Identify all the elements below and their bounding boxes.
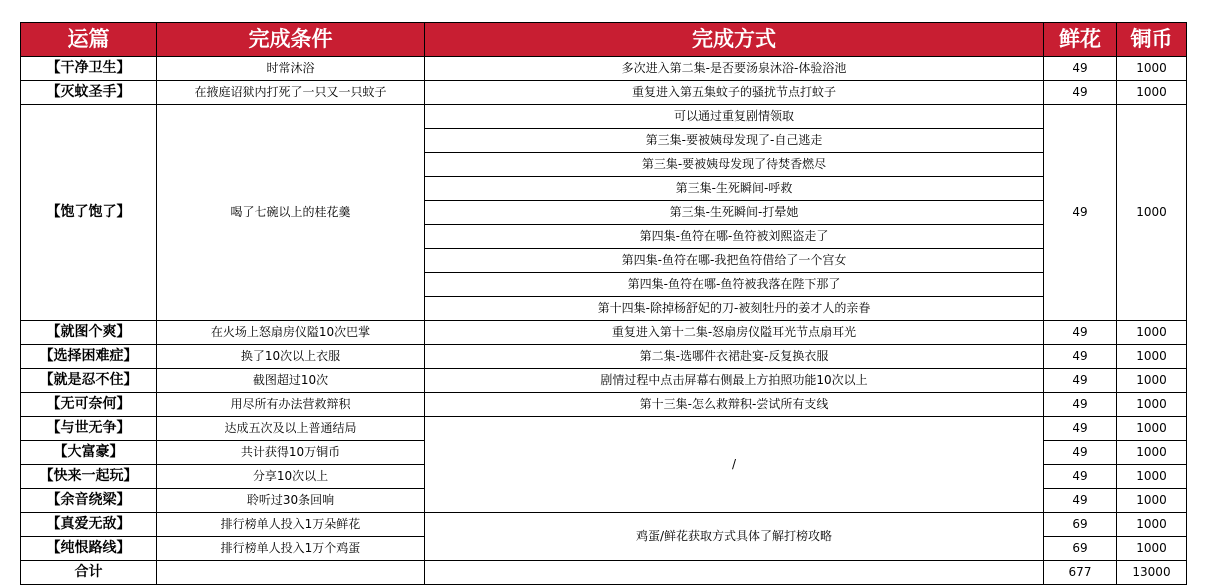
- achievement-method: 第三集-要被姨母发现了待焚香燃尽: [425, 153, 1044, 177]
- coins-value: 1000: [1117, 465, 1187, 489]
- achievement-method: 第三集-生死瞬间-呼救: [425, 177, 1044, 201]
- achievement-condition: 换了10次以上衣服: [157, 345, 425, 369]
- achievement-method: 第十四集-除掉杨舒妃的刀-被刻牡丹的姜才人的亲眷: [425, 297, 1044, 321]
- total-coins: 13000: [1117, 561, 1187, 585]
- total-row: [21, 561, 1187, 585]
- achievement-name: 【选择困难症】: [21, 345, 157, 369]
- merged-method-slash: /: [425, 417, 1044, 513]
- coins-value: 1000: [1117, 513, 1187, 537]
- table-row: [21, 369, 1187, 393]
- achievement-name: 【饱了饱了】: [21, 105, 157, 321]
- achievement-condition: 在掖庭诏狱内打死了一只又一只蚊子: [157, 81, 425, 105]
- table-row: [21, 321, 1187, 345]
- achievement-condition: 时常沐浴: [157, 57, 425, 81]
- achievement-method: 可以通过重复剧情领取: [425, 105, 1044, 129]
- flowers-value: 69: [1044, 537, 1117, 561]
- achievement-name: 【就图个爽】: [21, 321, 157, 345]
- achievement-method: 第四集-鱼符在哪-我把鱼符借给了一个宫女: [425, 249, 1044, 273]
- table-row: [21, 81, 1187, 105]
- header-row: [21, 23, 1187, 57]
- header-condition: 完成条件: [157, 23, 425, 57]
- achievement-name: 【快来一起玩】: [21, 465, 157, 489]
- achievement-condition: 截图超过10次: [157, 369, 425, 393]
- flowers-value: 49: [1044, 57, 1117, 81]
- achievement-name: 【与世无争】: [21, 417, 157, 441]
- achievement-name: 【真爱无敌】: [21, 513, 157, 537]
- flowers-value: 49: [1044, 105, 1117, 321]
- flowers-value: 49: [1044, 369, 1117, 393]
- achievement-method: 第四集-鱼符在哪-鱼符被我落在陛下那了: [425, 273, 1044, 297]
- table-row: [21, 513, 1187, 537]
- coins-value: 1000: [1117, 345, 1187, 369]
- achievement-method: 多次进入第二集-是否要汤泉沐浴-体验浴池: [425, 57, 1044, 81]
- flowers-value: 49: [1044, 441, 1117, 465]
- achievement-condition: 排行榜单人投入1万朵鲜花: [157, 513, 425, 537]
- coins-value: 1000: [1117, 57, 1187, 81]
- coins-value: 1000: [1117, 81, 1187, 105]
- table-row: [21, 105, 1187, 129]
- achievement-condition: 排行榜单人投入1万个鸡蛋: [157, 537, 425, 561]
- merged-method-ranking: 鸡蛋/鲜花获取方式具体了解打榜攻略: [425, 513, 1044, 561]
- achievement-method: 第二集-选哪件衣裙赴宴-反复换衣服: [425, 345, 1044, 369]
- flowers-value: 49: [1044, 465, 1117, 489]
- achievement-method: 第三集-要被姨母发现了-自己逃走: [425, 129, 1044, 153]
- achievement-condition: 在火场上怒扇房仪隘10次巴掌: [157, 321, 425, 345]
- coins-value: 1000: [1117, 105, 1187, 321]
- table-row: [21, 57, 1187, 81]
- achievement-name: 【余音绕梁】: [21, 489, 157, 513]
- flowers-value: 49: [1044, 393, 1117, 417]
- total-flowers: 677: [1044, 561, 1117, 585]
- achievement-condition: 喝了七碗以上的桂花羹: [157, 105, 425, 321]
- table-row: [21, 345, 1187, 369]
- flowers-value: 49: [1044, 321, 1117, 345]
- achievement-name: 【灭蚊圣手】: [21, 81, 157, 105]
- flowers-value: 49: [1044, 345, 1117, 369]
- achievement-condition: 达成五次及以上普通结局: [157, 417, 425, 441]
- achievement-method: 重复进入第五集蚊子的骚扰节点打蚊子: [425, 81, 1044, 105]
- achievement-method: 剧情过程中点击屏幕右侧最上方拍照功能10次以上: [425, 369, 1044, 393]
- achievement-condition: 聆听过30条回响: [157, 489, 425, 513]
- achievement-name: 【干净卫生】: [21, 57, 157, 81]
- achievement-name: 【纯恨路线】: [21, 537, 157, 561]
- flowers-value: 69: [1044, 513, 1117, 537]
- header-method: 完成方式: [425, 23, 1044, 57]
- achievement-condition: 共计获得10万铜币: [157, 441, 425, 465]
- coins-value: 1000: [1117, 537, 1187, 561]
- table-row: [21, 393, 1187, 417]
- coins-value: 1000: [1117, 321, 1187, 345]
- header-coins: 铜币: [1117, 23, 1187, 57]
- total-method: [425, 561, 1044, 585]
- achievement-name: 【大富豪】: [21, 441, 157, 465]
- total-label: 合计: [21, 561, 157, 585]
- coins-value: 1000: [1117, 369, 1187, 393]
- header-name: 运篇: [21, 23, 157, 57]
- achievement-condition: 用尽所有办法营救辩积: [157, 393, 425, 417]
- coins-value: 1000: [1117, 441, 1187, 465]
- total-condition: [157, 561, 425, 585]
- table-row: [21, 417, 1187, 441]
- achievement-method: 第三集-生死瞬间-打晕她: [425, 201, 1044, 225]
- achievement-table: [20, 22, 1187, 585]
- achievement-method: 第十三集-怎么救辩积-尝试所有支线: [425, 393, 1044, 417]
- coins-value: 1000: [1117, 489, 1187, 513]
- header-flowers: 鲜花: [1044, 23, 1117, 57]
- achievement-name: 【就是忍不住】: [21, 369, 157, 393]
- flowers-value: 49: [1044, 489, 1117, 513]
- table-container: [20, 22, 1187, 585]
- achievement-method: 第四集-鱼符在哪-鱼符被刘熙盗走了: [425, 225, 1044, 249]
- achievement-method: 重复进入第十二集-怒扇房仪隘耳光节点扇耳光: [425, 321, 1044, 345]
- achievement-condition: 分享10次以上: [157, 465, 425, 489]
- achievement-name: 【无可奈何】: [21, 393, 157, 417]
- coins-value: 1000: [1117, 393, 1187, 417]
- coins-value: 1000: [1117, 417, 1187, 441]
- flowers-value: 49: [1044, 81, 1117, 105]
- flowers-value: 49: [1044, 417, 1117, 441]
